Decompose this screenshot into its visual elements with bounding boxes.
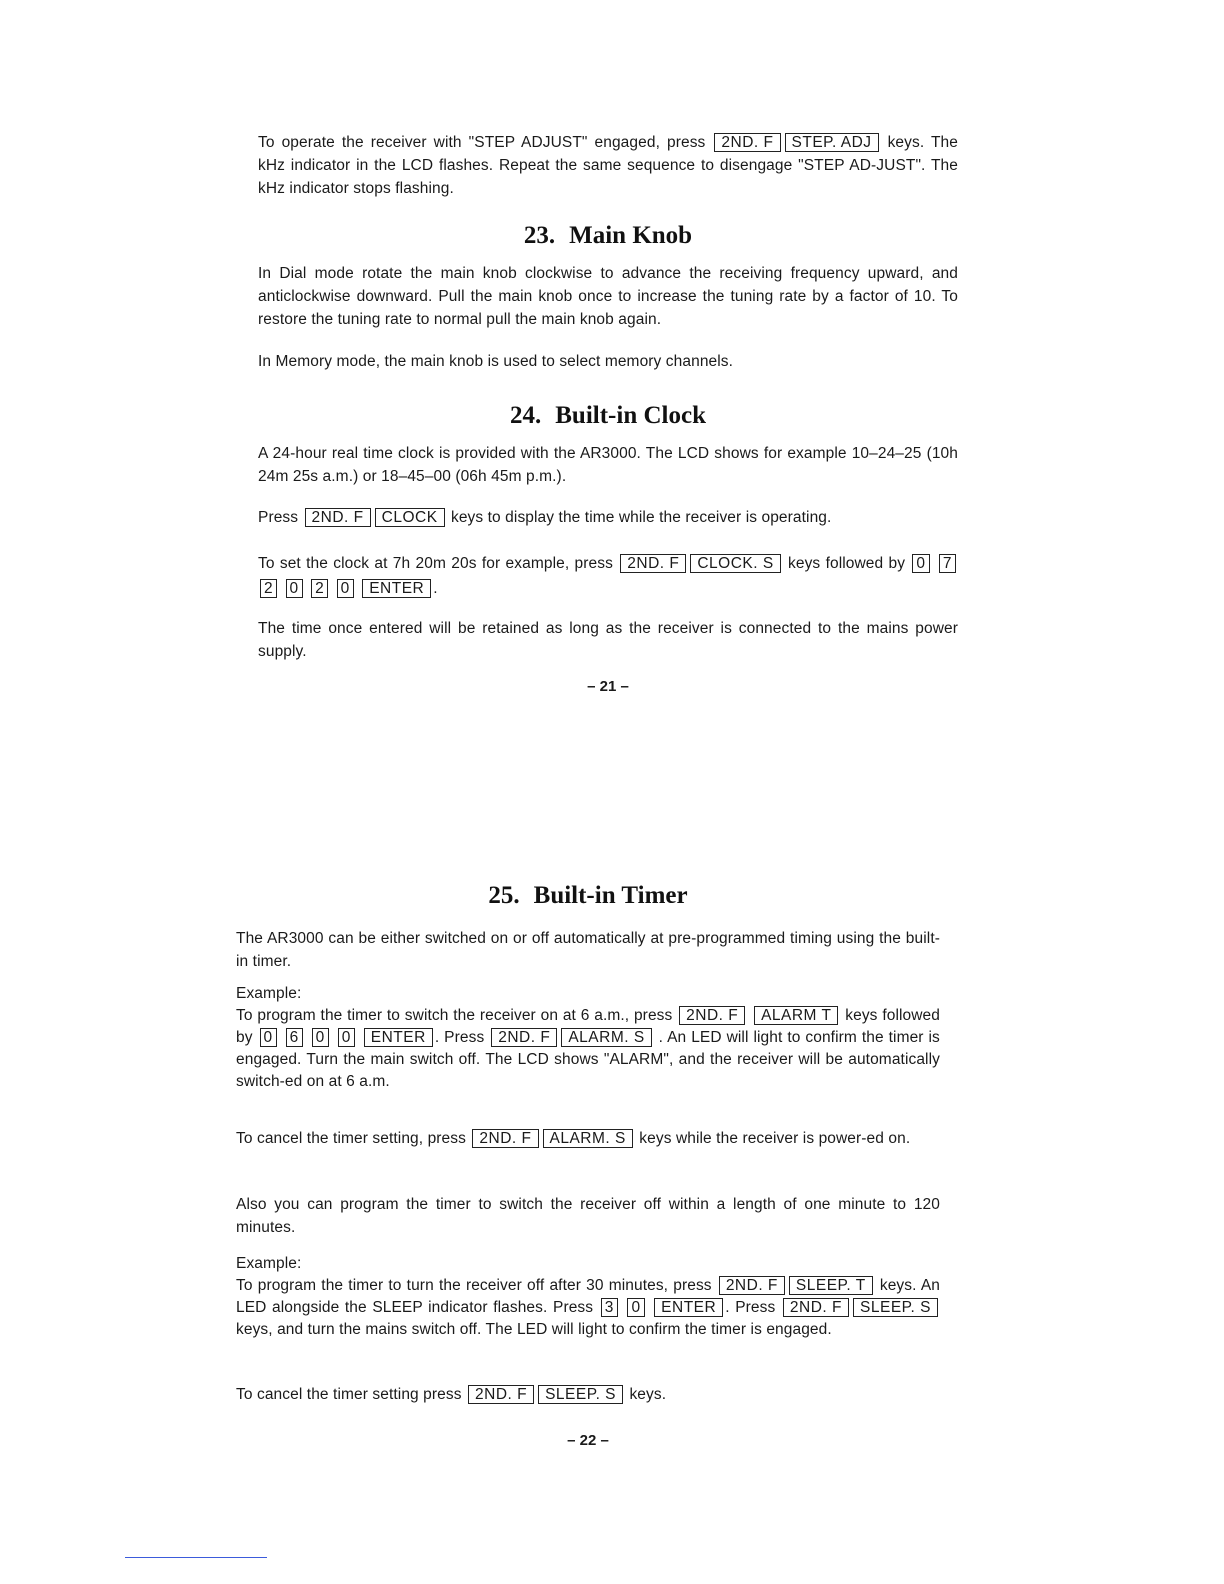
example-2-label: Example: — [236, 1255, 302, 1272]
example-1-label: Example: — [236, 985, 302, 1002]
key-2nd-f: 2ND. F — [783, 1298, 849, 1317]
key-digit-7: 7 — [939, 554, 956, 573]
key-2nd-f: 2ND. F — [491, 1028, 557, 1047]
main-knob-paragraph-2 — [258, 350, 958, 373]
key-digit-2: 2 — [311, 579, 328, 598]
footer-rule — [125, 1557, 267, 1558]
timer-example-1 — [236, 983, 940, 1093]
key-2nd-f: 2ND. F — [305, 508, 371, 527]
cancel2-text-2: keys. — [629, 1386, 667, 1403]
section-25-number: 25. — [488, 882, 520, 909]
section-24-number: 24. — [510, 402, 542, 429]
ex1-text-3: . — [434, 1029, 440, 1046]
ex2-text-1: To program the timer to turn the receiver off after 30 minutes, press — [236, 1277, 712, 1294]
key-sleep-s: SLEEP. S — [853, 1298, 938, 1317]
key-2nd-f: 2ND. F — [679, 1006, 745, 1025]
clock-paragraph-4 — [258, 617, 958, 663]
key-digit-6: 6 — [286, 1028, 303, 1047]
key-digit-2: 2 — [260, 579, 277, 598]
step-adjust-text-1: To operate the receiver with "STEP ADJUST" engaged, press — [258, 134, 706, 151]
key-sleep-t: SLEEP. T — [789, 1276, 873, 1295]
key-digit-0: 0 — [286, 579, 303, 598]
page-number-22: – 22 – — [567, 1432, 609, 1449]
section-25-heading — [236, 882, 940, 910]
section-23-heading — [258, 222, 958, 250]
cancel2-text-1: To cancel the timer setting press — [236, 1386, 462, 1403]
key-alarm-t: ALARM T — [754, 1006, 838, 1025]
clock-paragraph-3 — [258, 551, 958, 601]
main-knob-paragraph-1 — [258, 262, 958, 331]
main-knob-text-2: In Memory mode, the main knob is used to select memory channels. — [258, 353, 734, 370]
key-2nd-f: 2ND. F — [719, 1276, 785, 1295]
timer-cancel-1 — [236, 1127, 940, 1150]
clock-p3-text-1: To set the clock at 7h 20m 20s for example, press — [258, 555, 613, 572]
cancel1-text-2: keys while the receiver is power-ed on. — [639, 1130, 911, 1147]
step-adjust-paragraph — [258, 131, 958, 200]
ex1-text-1: To program the timer to switch the receiver on at 6 a.m., press — [236, 1007, 673, 1024]
timer-cancel-2 — [236, 1383, 940, 1406]
section-23-title: Main Knob — [569, 222, 693, 249]
step-adjust-text-2: keys. The kHz indicator in the LCD flashes. Repeat the same sequence to disengage "STEP AD-JUST". The kHz indicator stops flashing. — [258, 134, 958, 197]
clock-text-1: A 24-hour real time clock is provided with the AR3000. The LCD shows for example 10–24–25 (10h 24m 25s a.m.) or 18–45–00 (06h 45m p.m.). — [258, 445, 958, 485]
key-alarm-s: ALARM. S — [561, 1028, 651, 1047]
key-2nd-f: 2ND. F — [714, 133, 780, 152]
cancel1-text-1: To cancel the timer setting, press — [236, 1130, 466, 1147]
ex2-text-2: keys. An LED alongside the SLEEP indicator flashes. Press — [236, 1277, 940, 1316]
key-step-adj: STEP. ADJ — [785, 133, 879, 152]
key-digit-0: 0 — [338, 1028, 355, 1047]
ex1-text-2: keys followed by — [236, 1007, 940, 1046]
clock-p2-text-2: keys to display the time while the receiver is operating. — [450, 509, 832, 526]
clock-paragraph-2 — [258, 506, 958, 529]
ex2-text-3: . Press — [725, 1299, 776, 1316]
key-alarm-s: ALARM. S — [543, 1129, 633, 1148]
key-clock: CLOCK — [375, 508, 445, 527]
timer-example-2 — [236, 1253, 940, 1341]
clock-p3-text-3: . — [433, 580, 438, 597]
section-25-title: Built-in Timer — [533, 882, 688, 909]
key-digit-0: 0 — [312, 1028, 329, 1047]
clock-paragraph-1 — [258, 442, 958, 488]
timer-paragraph-1 — [236, 927, 940, 973]
key-enter: ENTER — [654, 1298, 723, 1317]
key-sleep-s: SLEEP. S — [538, 1385, 623, 1404]
key-2nd-f: 2ND. F — [472, 1129, 538, 1148]
key-enter: ENTER — [362, 579, 431, 598]
key-2nd-f: 2ND. F — [468, 1385, 534, 1404]
key-digit-3: 3 — [601, 1298, 618, 1317]
key-2nd-f: 2ND. F — [620, 554, 686, 573]
key-digit-0: 0 — [912, 554, 929, 573]
key-digit-0: 0 — [627, 1298, 644, 1317]
clock-p3-text-2: keys followed by — [788, 555, 906, 572]
key-digit-0: 0 — [337, 579, 354, 598]
section-24-title: Built-in Clock — [555, 402, 706, 429]
timer-text-1: The AR3000 can be either switched on or off automatically at pre-programmed timing using the built-in timer. — [236, 930, 940, 970]
ex1-text-4: Press — [444, 1029, 485, 1046]
timer-paragraph-2 — [236, 1193, 940, 1239]
timer-text-2: Also you can program the timer to switch the receiver off within a length of one minute to 120 minutes. — [236, 1196, 940, 1236]
key-enter: ENTER — [364, 1028, 433, 1047]
section-23-number: 23. — [523, 222, 556, 249]
key-digit-0: 0 — [260, 1028, 277, 1047]
section-24-heading — [258, 402, 958, 430]
key-clock-s: CLOCK. S — [690, 554, 780, 573]
main-knob-text-1: In Dial mode rotate the main knob clockwise to advance the receiving frequency upward, and anticlockwise downward. Pull the main knob once to increase the tuning rate by a factor of 10. To restore the tuning rate to normal pull the main knob again. — [258, 265, 958, 328]
clock-p2-text-1: Press — [258, 509, 299, 526]
page-number-21: – 21 – — [587, 678, 629, 695]
ex1-text-5: . An LED will light to confirm the timer is engaged. Turn the main switch off. The LCD shows "ALARM", and the receiver will be automatically switch-ed on at 6 a.m. — [236, 1029, 940, 1090]
ex2-text-4: keys, and turn the mains switch off. The LED will light to confirm the timer is engaged. — [236, 1321, 832, 1338]
clock-text-4: The time once entered will be retained as long as the receiver is connected to the mains power supply. — [258, 620, 958, 660]
